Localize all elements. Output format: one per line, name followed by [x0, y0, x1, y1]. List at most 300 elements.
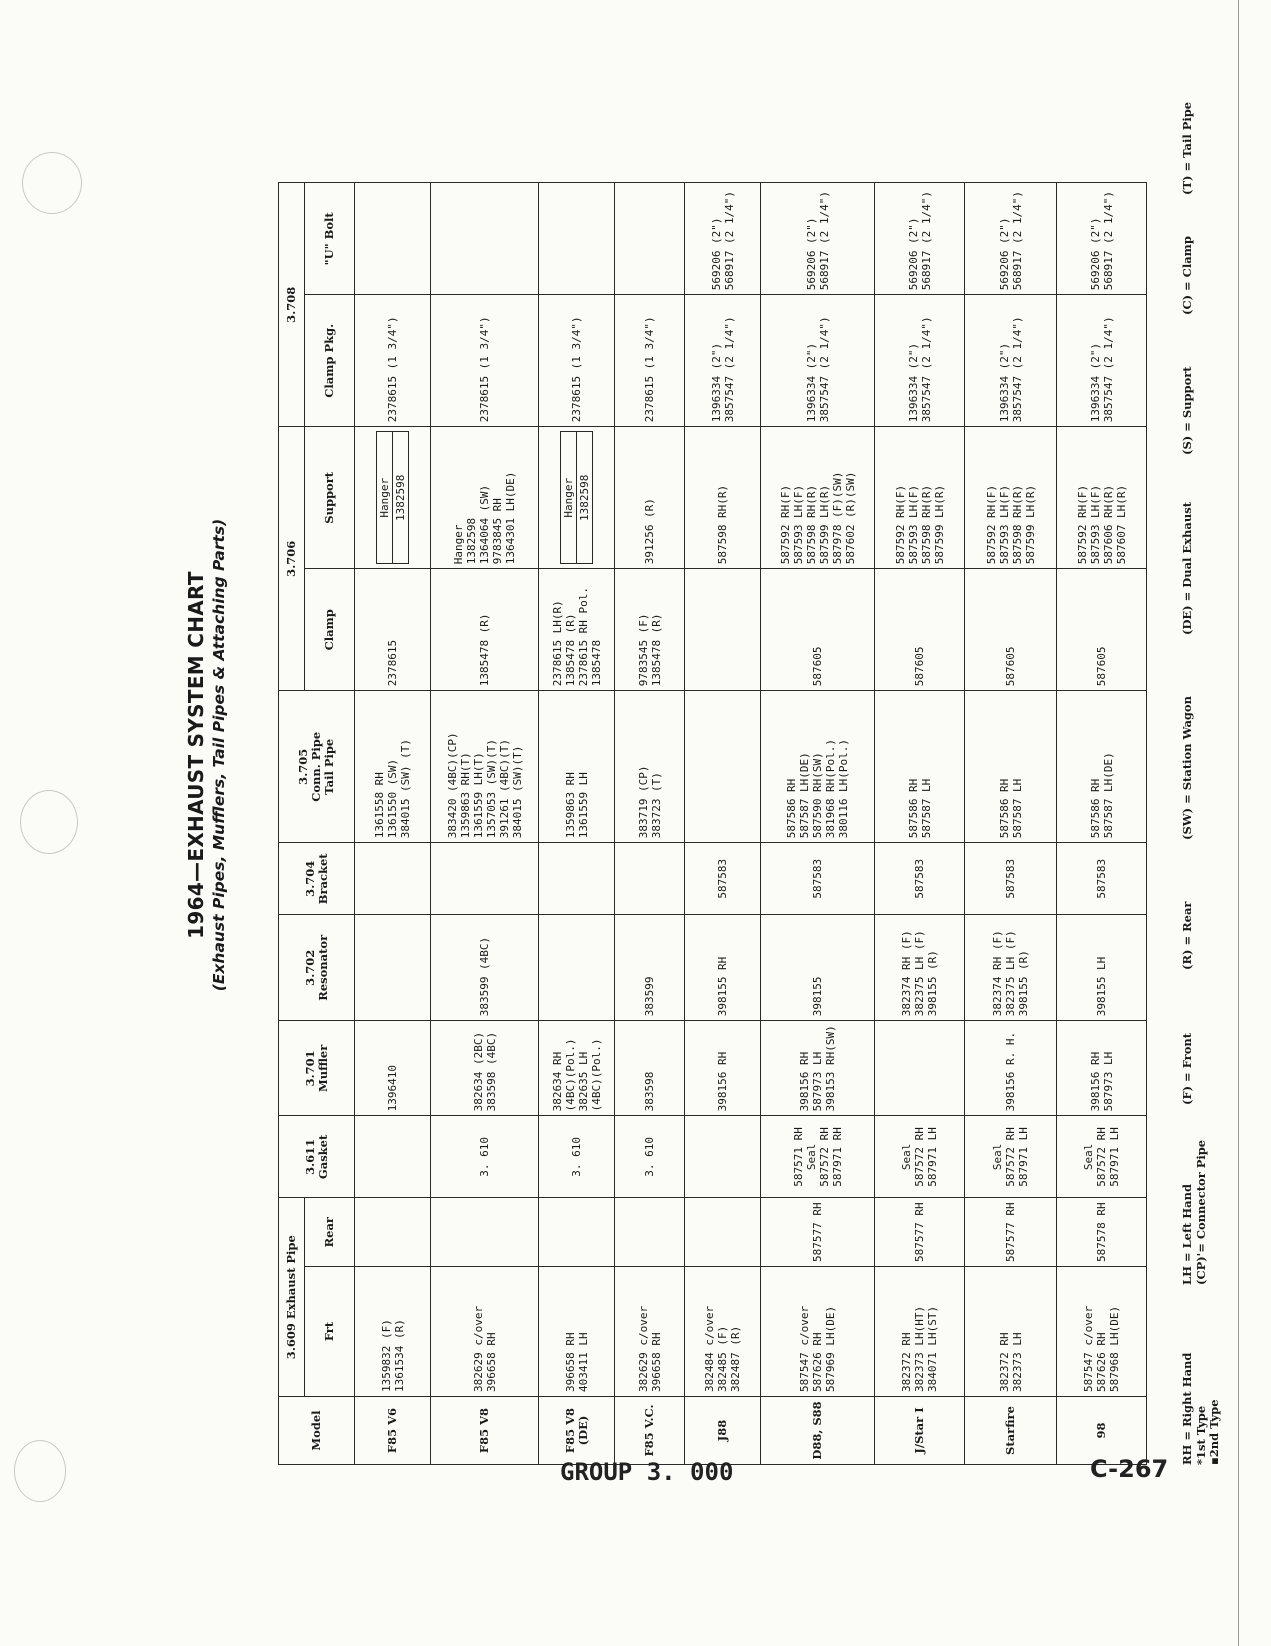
support-cell-line: 587978 (F)(SW) [830, 471, 844, 565]
clamp-cell-line: 2378615 RH Pol. [576, 586, 590, 687]
u-bolt-cell-line: 569206 (2") [997, 217, 1011, 291]
conn-pipe-cell-line: 587587 LH [919, 778, 933, 839]
resonator-cell [539, 915, 615, 1021]
gasket-cell [431, 1116, 539, 1198]
legend-dual-exhaust: (DE) = Dual Exhaust [1180, 501, 1194, 635]
header-3708: 3.708 [279, 183, 305, 427]
clamp-pkg-cell [615, 295, 685, 427]
clamp-pkg-cell-line: 1396334 (2") [1088, 342, 1102, 423]
legend-second-type: ▪2nd Type [1207, 1399, 1221, 1465]
clamp-cell-line: 1385478 (R) [649, 613, 663, 687]
clamp-pkg-cell-line: 2378615 (1 3/4") [570, 316, 583, 423]
conn-pipe-cell-line: 1361559 LH [576, 772, 590, 839]
gasket-cell [761, 1116, 875, 1198]
gasket-cell-line: 587971 LH [1017, 1127, 1030, 1187]
model-cell [685, 1397, 761, 1465]
table-row [431, 183, 539, 1465]
clamp-cell [761, 569, 875, 691]
header-muffler: 3.701 Muffler [279, 1021, 355, 1116]
u-bolt-cell-line: 568917 (2 1/4") [1101, 190, 1115, 291]
u-bolt-cell-line: 569206 (2") [1088, 217, 1102, 291]
gasket-cell-line: Seal [804, 1143, 818, 1171]
clamp-pkg-cell-line: 1396334 (2") [997, 342, 1011, 423]
model-cell-line: F85 V6 [385, 1407, 399, 1454]
rotated-chart-sheet [180, 45, 1220, 1465]
hanger-line: Hanger [377, 432, 393, 564]
conn-pipe-cell [1057, 691, 1147, 843]
clamp-cell-line: 2378615 [386, 639, 399, 687]
gasket-cell [875, 1116, 965, 1198]
resonator-cell-line: 382375 LH (F) [1004, 930, 1017, 1017]
conn-pipe-cell [685, 691, 761, 843]
gasket-cell [685, 1116, 761, 1198]
support-cell [875, 427, 965, 569]
gasket-cell-line: 3. 610 [643, 1137, 656, 1177]
header-clamp-pkg: Clamp Pkg. [305, 295, 355, 427]
resonator-cell [1057, 915, 1147, 1021]
exhaust-rear-cell-line: 587577 RH [1004, 1202, 1017, 1262]
clamp-cell [355, 569, 431, 691]
exhaust-frt-cell-line: 382373 LH(HT) [913, 1305, 926, 1392]
resonator-cell-line: 382375 LH (F) [913, 930, 926, 1017]
clamp-cell [615, 569, 685, 691]
exhaust-frt-cell-line: 587968 LH(DE) [1108, 1305, 1121, 1392]
conn-pipe-cell-line: 381968 RH(Pol.) [824, 738, 837, 839]
clamp-cell [965, 569, 1057, 691]
support-cell [355, 427, 431, 569]
legend-front: (F) = Front [1180, 1032, 1194, 1105]
support-cell-line: 587598 RH(R) [1010, 484, 1024, 565]
muffler-cell [685, 1021, 761, 1116]
resonator-cell-line: 382374 RH (F) [991, 930, 1004, 1017]
legend-rh: RH = Right Hand [1180, 1352, 1194, 1465]
legend-lh: LH = Left Hand [1180, 1184, 1194, 1285]
exhaust-frt-cell-line: 587969 LH(DE) [824, 1305, 837, 1392]
muffler-cell-line: 398153 RH(SW) [824, 1025, 837, 1112]
u-bolt-cell [431, 183, 539, 295]
exhaust-rear-cell [355, 1198, 431, 1267]
legend [1180, 65, 1220, 1465]
clamp-pkg-cell [1057, 295, 1147, 427]
bracket-cell [685, 843, 761, 915]
exhaust-frt-cell-line: 382485 (F) [716, 1325, 729, 1392]
resonator-cell-line: 398155 RH [716, 956, 729, 1017]
muffler-cell-line: 382634 RH [550, 1051, 564, 1112]
muffler-cell [539, 1021, 615, 1116]
clamp-cell-line: 9783545 (F) [636, 613, 650, 687]
bracket-cell-line: 587583 [1095, 858, 1108, 899]
exhaust-rear-cell [875, 1198, 965, 1267]
header-conn-pipe: 3.705 Conn. Pipe Tail Pipe [279, 691, 355, 843]
resonator-cell-line: 398155 (R) [926, 950, 939, 1017]
gasket-cell-line: 587971 LH [1108, 1127, 1121, 1187]
bracket-cell-line: 587583 [811, 858, 824, 899]
model-cell-line: J88 [715, 1419, 729, 1442]
support-cell-line: 587593 LH(F) [1088, 484, 1102, 565]
table-row [539, 183, 615, 1465]
muffler-cell-line: (4BC)(Pol.) [563, 1038, 577, 1112]
exhaust-frt-cell [615, 1267, 685, 1397]
support-cell-line: Hanger [452, 524, 465, 565]
exhaust-rear-cell [685, 1198, 761, 1267]
clamp-pkg-cell [539, 295, 615, 427]
chart-title: 1964—EXHAUST SYSTEM CHART [184, 571, 208, 939]
clamp-pkg-cell-line: 3857547 (2 1/4") [817, 316, 831, 423]
table-row [685, 183, 761, 1465]
exhaust-frt-cell-line: 382372 RH [900, 1332, 913, 1392]
muffler-cell [615, 1021, 685, 1116]
legend-tail-pipe: (T) = Tail Pipe [1180, 101, 1194, 195]
support-cell-line: 9783845 RH [491, 498, 504, 565]
clamp-pkg-cell-line: 1396334 (2") [906, 342, 920, 423]
u-bolt-cell [355, 183, 431, 295]
exhaust-frt-cell [539, 1267, 615, 1397]
bracket-cell [539, 843, 615, 915]
resonator-cell-line: 383599 [643, 976, 656, 1017]
clamp-pkg-cell-line: 3857547 (2 1/4") [1101, 316, 1115, 423]
table-row [615, 183, 685, 1465]
exhaust-frt-cell-line: 1359832 (F) [379, 1319, 393, 1392]
header-3706: 3.706 [279, 427, 305, 691]
exhaust-frt-cell-line: 587626 RH [811, 1332, 824, 1392]
conn-pipe-cell-line: 383719 (CP) [636, 765, 650, 839]
clamp-pkg-cell-line: 1396334 (2") [804, 342, 818, 423]
support-cell-line: 1382598 [465, 517, 478, 565]
hanger-box [376, 431, 409, 564]
support-cell-line: 587593 LH(F) [791, 484, 805, 565]
exhaust-rear-cell-line: 587577 RH [913, 1202, 926, 1262]
header-model: Model [279, 1397, 355, 1465]
gasket-cell-line: Seal [1082, 1143, 1095, 1171]
muffler-cell [431, 1021, 539, 1116]
resonator-cell [615, 915, 685, 1021]
support-cell-line: 391256 (R) [643, 498, 656, 565]
clamp-cell [875, 569, 965, 691]
gasket-cell-line: 587572 RH [1004, 1127, 1017, 1187]
gasket-cell-line: 587971 LH [926, 1127, 939, 1187]
support-cell-line: 587598 RH(R) [716, 484, 729, 565]
model-cell-line: F85 V8 [477, 1407, 491, 1454]
conn-pipe-cell-line: 380116 LH(Pol.) [837, 738, 850, 839]
clamp-cell-line: 587605 [1004, 646, 1017, 687]
legend-support: (S) = Support [1180, 366, 1194, 455]
conn-pipe-cell [875, 691, 965, 843]
exhaust-frt-cell-line: 403411 LH [576, 1332, 590, 1392]
clamp-cell-line: 2378615 LH(R) [550, 600, 564, 687]
conn-pipe-cell-line: 587587 LH(DE) [1101, 752, 1115, 839]
header-gasket: 3.611 Gasket [279, 1116, 355, 1198]
conn-pipe-cell-line: 1359863 RH [563, 772, 577, 839]
binder-hole [14, 1440, 66, 1502]
header-resonator: 3.702 Resonator [279, 915, 355, 1021]
support-cell [431, 427, 539, 569]
legend-cp: (CP)'= Connector Pipe [1194, 1139, 1208, 1285]
support-cell-line: 587599 LH(R) [817, 484, 831, 565]
clamp-pkg-cell [431, 295, 539, 427]
u-bolt-cell-line: 569206 (2") [804, 217, 818, 291]
exhaust-rear-cell [615, 1198, 685, 1267]
clamp-pkg-cell-line: 3857547 (2 1/4") [919, 316, 933, 423]
muffler-cell-line: 1396410 [386, 1065, 399, 1112]
conn-pipe-cell [355, 691, 431, 843]
exhaust-frt-cell-line: 382373 LH [1010, 1332, 1024, 1392]
muffler-cell-line: 382634 (2BC) [471, 1031, 485, 1112]
exhaust-parts-table [278, 182, 1147, 1465]
gasket-cell [1057, 1116, 1147, 1198]
exhaust-frt-cell-line: 382629 c/over [636, 1305, 650, 1392]
model-cell-line: Starfire [1003, 1406, 1017, 1455]
conn-pipe-cell-line: 587586 RH [997, 778, 1011, 839]
header-clamp: Clamp [305, 569, 355, 691]
chart-subtitle: (Exhaust Pipes, Mufflers, Tail Pipes & Attaching Parts) [210, 518, 228, 992]
hanger-line: 1382598 [393, 432, 409, 564]
legend-station-wagon: (SW) = Station Wagon [1180, 696, 1194, 840]
resonator-cell [431, 915, 539, 1021]
conn-pipe-cell [539, 691, 615, 843]
table-row [875, 183, 965, 1465]
exhaust-frt-cell-line: 587626 RH [1095, 1332, 1108, 1392]
exhaust-rear-cell [539, 1198, 615, 1267]
u-bolt-cell [685, 183, 761, 295]
exhaust-frt-cell-line: 382484 c/over [703, 1305, 716, 1392]
u-bolt-cell [965, 183, 1057, 295]
bracket-cell [431, 843, 539, 915]
u-bolt-cell [875, 183, 965, 295]
u-bolt-cell [1057, 183, 1147, 295]
u-bolt-cell-line: 569206 (2") [906, 217, 920, 291]
clamp-cell [539, 569, 615, 691]
model-cell-line: (DE) [575, 1415, 590, 1446]
support-cell [615, 427, 685, 569]
resonator-cell [761, 915, 875, 1021]
gasket-cell-line: 587572 RH [1095, 1127, 1108, 1187]
page-edge-line [1238, 0, 1239, 1646]
clamp-pkg-cell-line: 2378615 (1 3/4") [643, 316, 656, 423]
gasket-cell-line: Seal [991, 1143, 1004, 1171]
conn-pipe-cell-line: 587586 RH [906, 778, 920, 839]
clamp-cell [431, 569, 539, 691]
support-cell [539, 427, 615, 569]
table-row [761, 183, 875, 1465]
support-cell-line: 587592 RH(F) [893, 484, 907, 565]
support-cell-line: 587598 RH(R) [919, 484, 933, 565]
model-cell [615, 1397, 685, 1465]
conn-pipe-cell-line: 384015 (SW) (T) [399, 738, 412, 839]
model-cell [355, 1397, 431, 1465]
clamp-cell-line: 1385478 [589, 639, 603, 687]
exhaust-frt-cell-line: 587547 c/over [798, 1305, 811, 1392]
clamp-pkg-cell-line: 2378615 (1 3/4") [386, 316, 399, 423]
support-cell-line: 587598 RH(R) [804, 484, 818, 565]
conn-pipe-cell-line: 1357053 (SW)(T) [484, 738, 498, 839]
support-cell-line: 587599 LH(R) [932, 484, 946, 565]
conn-pipe-cell-line: 587587 LH(DE) [798, 752, 811, 839]
exhaust-rear-cell [1057, 1198, 1147, 1267]
model-cell-line: F85 V.C. [642, 1404, 656, 1457]
support-cell-line: 587592 RH(F) [1075, 484, 1089, 565]
muffler-cell-line: 398156 RH [716, 1051, 729, 1112]
u-bolt-cell [761, 183, 875, 295]
resonator-cell [965, 915, 1057, 1021]
model-cell [539, 1397, 615, 1465]
bracket-cell [615, 843, 685, 915]
exhaust-rear-cell [965, 1198, 1057, 1267]
resonator-cell-line: 398155 (R) [1017, 950, 1030, 1017]
conn-pipe-cell [965, 691, 1057, 843]
exhaust-frt-cell-line: 1361534 (R) [392, 1319, 406, 1392]
u-bolt-cell [615, 183, 685, 295]
model-cell [761, 1397, 875, 1465]
model-cell [875, 1397, 965, 1465]
footer-page-number: C-267 [1090, 1455, 1169, 1483]
legend-rear: (R) = Rear [1180, 901, 1194, 970]
footer-group-label: GROUP 3. 000 [560, 1458, 734, 1486]
conn-pipe-cell [761, 691, 875, 843]
support-cell-line: 587592 RH(F) [778, 484, 792, 565]
binder-hole [20, 790, 78, 854]
model-cell [431, 1397, 539, 1465]
support-cell [965, 427, 1057, 569]
gasket-cell-line: 587571 RH [791, 1127, 805, 1187]
clamp-cell-line: 1385478 (R) [478, 613, 491, 687]
exhaust-frt-cell [431, 1267, 539, 1397]
table-row [1057, 183, 1147, 1465]
clamp-pkg-cell [685, 295, 761, 427]
exhaust-rear-cell-line: 587578 RH [1095, 1202, 1108, 1262]
muffler-cell-line: 398156 R. H. [1004, 1031, 1017, 1112]
muffler-cell [761, 1021, 875, 1116]
support-cell-line: 1364064 (SW) [478, 484, 491, 565]
resonator-cell-line: 382374 RH (F) [900, 930, 913, 1017]
bracket-cell [875, 843, 965, 915]
muffler-cell [875, 1021, 965, 1116]
exhaust-rear-cell [761, 1198, 875, 1267]
chart-title-block [180, 45, 242, 1465]
gasket-cell [965, 1116, 1057, 1198]
table-row [965, 183, 1057, 1465]
conn-pipe-cell-line: 1361559 LH(T) [471, 752, 485, 839]
exhaust-frt-cell-line: 384071 LH(ST) [926, 1305, 939, 1392]
exhaust-frt-cell-line: 587547 c/over [1082, 1305, 1095, 1392]
clamp-pkg-cell [355, 295, 431, 427]
muffler-cell-line: 383598 (4BC) [484, 1031, 498, 1112]
conn-pipe-cell-line: 1361558 RH [373, 772, 386, 839]
exhaust-frt-cell-line: 396658 RH [484, 1332, 498, 1392]
clamp-cell-line: 1385478 (R) [563, 613, 577, 687]
model-cell-line: F85 V8 [562, 1407, 577, 1454]
exhaust-rear-cell-line: 587577 RH [811, 1202, 824, 1262]
muffler-cell-line: 382635 LH [576, 1051, 590, 1112]
conn-pipe-cell-line: 391261 (4BC)(T) [497, 738, 511, 839]
exhaust-frt-cell [761, 1267, 875, 1397]
exhaust-frt-cell [1057, 1267, 1147, 1397]
legend-clamp: (C) = Clamp [1180, 236, 1194, 315]
gasket-cell-line: 587572 RH [913, 1127, 926, 1187]
gasket-cell-line: 3. 610 [478, 1137, 491, 1177]
clamp-cell-line: 587605 [1095, 646, 1108, 687]
table-row [355, 183, 431, 1465]
support-cell-line: 587607 LH(R) [1114, 484, 1128, 565]
support-cell-line: 587593 LH(F) [906, 484, 920, 565]
support-cell-line: 587592 RH(F) [984, 484, 998, 565]
model-cell-line: 98 [1094, 1422, 1108, 1439]
bracket-cell [965, 843, 1057, 915]
support-cell-line: 587606 RH(R) [1101, 484, 1115, 565]
model-cell-line: J/Star I [912, 1407, 926, 1454]
muffler-cell-line: (4BC)(Pol.) [589, 1038, 603, 1112]
clamp-pkg-cell [761, 295, 875, 427]
exhaust-frt-cell [355, 1267, 431, 1397]
header-frt: Frt [305, 1267, 355, 1397]
conn-pipe-cell-line: 383723 (T) [649, 772, 663, 839]
u-bolt-cell-line: 568917 (2 1/4") [1010, 190, 1024, 291]
clamp-pkg-cell-line: 1396334 (2") [709, 342, 723, 423]
gasket-cell [355, 1116, 431, 1198]
support-cell-line: 587602 (R)(SW) [843, 471, 857, 565]
hanger-box [560, 431, 593, 564]
clamp-pkg-cell-line: 3857547 (2 1/4") [722, 316, 736, 423]
exhaust-frt-cell-line: 396658 RH [563, 1332, 577, 1392]
bracket-cell [761, 843, 875, 915]
conn-pipe-cell-line: 384015 (SW)(T) [510, 745, 524, 839]
conn-pipe-cell [615, 691, 685, 843]
clamp-pkg-cell-line: 2378615 (1 3/4") [478, 316, 491, 423]
muffler-cell-line: 587973 LH [811, 1051, 824, 1112]
u-bolt-cell-line: 569206 (2") [709, 217, 723, 291]
resonator-cell [685, 915, 761, 1021]
conn-pipe-cell-line: 587586 RH [1088, 778, 1102, 839]
clamp-pkg-cell-line: 3857547 (2 1/4") [1010, 316, 1024, 423]
header-u-bolt: "U" Bolt [305, 183, 355, 295]
bracket-cell-line: 587583 [1004, 858, 1017, 899]
resonator-cell [355, 915, 431, 1021]
u-bolt-cell-line: 568917 (2 1/4") [817, 190, 831, 291]
muffler-cell-line: 398156 RH [1088, 1051, 1102, 1112]
model-cell-line: D88, S88 [810, 1401, 824, 1460]
muffler-cell-line: 398156 RH [798, 1051, 811, 1112]
clamp-cell-line: 587605 [811, 646, 824, 687]
hanger-line: 1382598 [577, 432, 593, 564]
binder-hole [22, 152, 82, 214]
u-bolt-cell-line: 568917 (2 1/4") [919, 190, 933, 291]
exhaust-frt-cell-line: 382372 RH [997, 1332, 1011, 1392]
muffler-cell-line: 587973 LH [1101, 1051, 1115, 1112]
muffler-cell [355, 1021, 431, 1116]
clamp-cell [1057, 569, 1147, 691]
clamp-cell-line: 587605 [913, 646, 926, 687]
clamp-pkg-cell [875, 295, 965, 427]
exhaust-frt-cell [965, 1267, 1057, 1397]
clamp-pkg-cell [965, 295, 1057, 427]
conn-pipe-cell [431, 691, 539, 843]
resonator-cell-line: 398155 LH [1095, 956, 1108, 1017]
exhaust-frt-cell-line: 396658 RH [649, 1332, 663, 1392]
header-bracket: 3.704 Bracket [279, 843, 355, 915]
exhaust-frt-cell [875, 1267, 965, 1397]
gasket-cell [539, 1116, 615, 1198]
exhaust-frt-cell-line: 382487 (R) [729, 1325, 742, 1392]
exhaust-rear-cell [431, 1198, 539, 1267]
gasket-cell-line: 587971 RH [830, 1127, 844, 1187]
bracket-cell-line: 587583 [716, 858, 729, 899]
exhaust-frt-cell [685, 1267, 761, 1397]
conn-pipe-cell-line: 587587 LH [1010, 778, 1024, 839]
support-cell-line: 1364301 LH(DE) [504, 471, 517, 565]
resonator-cell-line: 398155 [811, 976, 824, 1017]
gasket-cell-line: 3. 610 [570, 1137, 583, 1177]
conn-pipe-cell-line: 587586 RH [785, 778, 798, 839]
header-rear: Rear [305, 1198, 355, 1267]
